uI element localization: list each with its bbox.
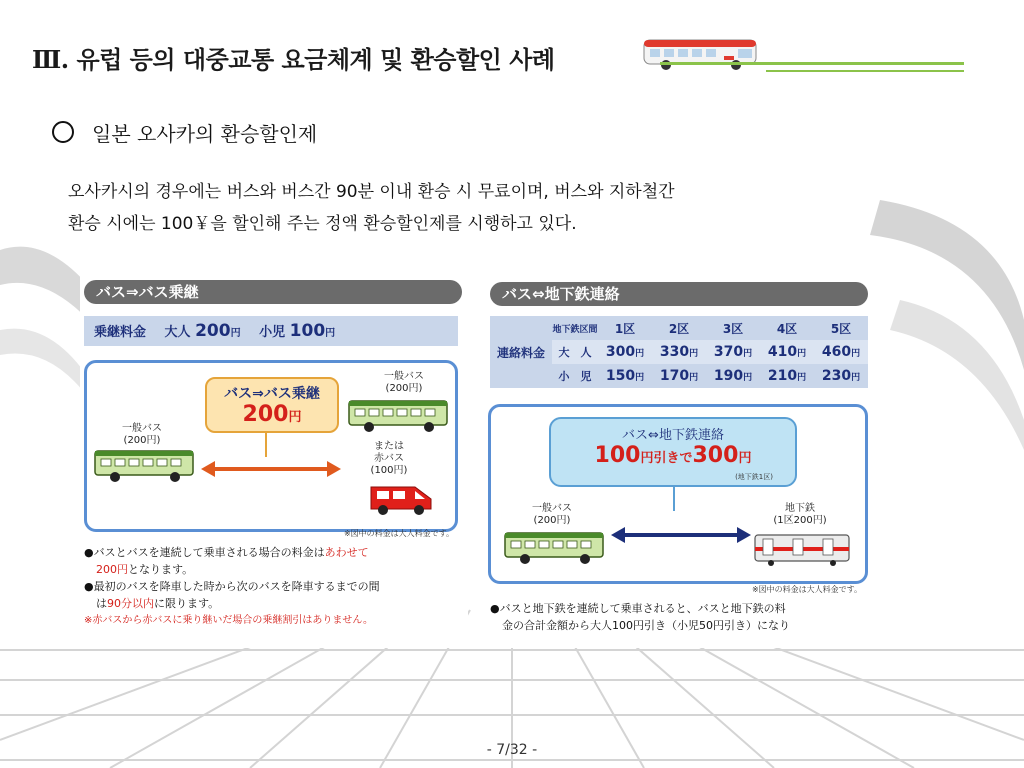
right-callout-unit: 円 [738, 451, 752, 466]
table-cell [760, 364, 814, 388]
left-callout-value: 200 [242, 402, 289, 427]
right-panel-header: バス⇔地下鉄連絡 [490, 282, 868, 306]
zone-2: 2区 [652, 316, 706, 340]
yen-unit: 円 [689, 349, 699, 359]
zone-5: 5区 [814, 316, 868, 340]
left-note2-b1: は [96, 597, 107, 610]
yen-unit: 円 [689, 373, 699, 383]
left-double-arrow-icon [201, 459, 341, 479]
right-diagram-box [488, 404, 868, 584]
right-fine-print: ※図中の料金は大人料金です。 [751, 585, 862, 594]
yen-unit: 円 [851, 373, 861, 383]
left-bus-a-label [107, 423, 177, 447]
table-cell [814, 364, 868, 388]
child-fare-1: 150 [605, 368, 636, 384]
left-bus-a-label-2: (200円) [123, 435, 161, 446]
right-bus-label [517, 503, 587, 527]
right-callout-value-b: 300 [692, 443, 739, 468]
left-panel [80, 270, 468, 648]
yen-unit: 円 [635, 349, 645, 359]
child-row-label: 小 児 [558, 370, 592, 383]
left-fine-print: ※図中の料金は大人料金です。 [343, 529, 454, 538]
left-note1-a: ●バスとバスを連続して乗車される場合の料金は [84, 546, 325, 559]
left-adult-yen: 円 [230, 328, 241, 339]
subway-train-icon [753, 531, 853, 567]
subway-label [761, 503, 839, 527]
red-bus-label [359, 441, 419, 477]
left-child-value: 100 [289, 321, 326, 341]
left-callout [205, 377, 339, 433]
adult-fare-4: 410 [767, 344, 798, 360]
red-bus-label-3: (100円) [370, 465, 408, 476]
child-fare-2: 170 [659, 368, 690, 384]
child-fare-3: 190 [713, 368, 744, 384]
body-line-1: 오사카시의 경우에는 버스와 버스간 90분 이내 환승 시 무료이며, 버스와 지하철간 [68, 182, 675, 202]
left-child-label: 小児 [259, 325, 286, 340]
child-fare-5: 230 [821, 368, 852, 384]
left-notes [84, 544, 380, 629]
subheading-text: 일본 오사카의 환승할인제 [92, 122, 318, 146]
yen-unit: 円 [797, 373, 807, 383]
left-bus-b-icon [347, 399, 451, 433]
zone-header: 地下鉄区間 [552, 316, 598, 340]
title-numeral: Ⅲ. [32, 45, 69, 74]
left-bus-a-icon [93, 449, 197, 483]
table-cell [652, 340, 706, 364]
table-cell [760, 340, 814, 364]
right-callout-value-a: 100 [594, 443, 641, 468]
red-bus-icon [367, 479, 437, 517]
zone-4: 4区 [760, 316, 814, 340]
left-callout-title: バス⇒バス乗継 [224, 386, 320, 402]
header-rule-2 [766, 70, 964, 72]
left-note2-b2: に限ります。 [154, 597, 220, 610]
left-callout-stem [265, 431, 267, 457]
left-note2-red: 90分以内 [107, 597, 154, 610]
adult-fare-1: 300 [605, 344, 636, 360]
left-note3: ※赤バスから赤バスに乗り継いだ場合の乗継割引はありません。 [84, 615, 373, 626]
right-note-2: 金の合計金額から大人100円引き（小児50円引き）になり [502, 619, 790, 632]
yen-unit: 円 [635, 373, 645, 383]
right-double-arrow-icon [611, 525, 751, 545]
adult-fare-2: 330 [659, 344, 690, 360]
table-cell [706, 340, 760, 364]
yen-unit: 円 [743, 373, 753, 383]
right-callout-stem [673, 485, 675, 511]
left-callout-unit: 円 [288, 410, 302, 425]
circle-bullet-icon [52, 121, 74, 143]
left-bus-b-label [369, 371, 439, 395]
header-rule-1 [660, 62, 964, 65]
left-panel-header: バス⇒バス乗継 [84, 280, 462, 304]
header-bus-icon [640, 36, 770, 72]
right-fare-label: 連絡料金 [490, 316, 552, 388]
left-fare-bar [84, 316, 458, 346]
right-callout-title: バス⇔地下鉄連絡 [622, 428, 724, 443]
table-cell [814, 340, 868, 364]
yen-unit: 円 [797, 349, 807, 359]
table-cell [598, 340, 652, 364]
right-callout [549, 417, 797, 487]
table-cell [598, 364, 652, 388]
right-bus-label-1: 一般バス [532, 503, 572, 514]
table-cell [706, 364, 760, 388]
left-note1-b-red: 200円 [96, 563, 128, 576]
page-number: - 7/32 - [486, 742, 538, 758]
right-notes [490, 600, 790, 634]
body-paragraph [68, 176, 675, 240]
right-bus-label-2: (200円) [533, 515, 571, 526]
left-bus-a-label-1: 一般バス [122, 423, 162, 434]
left-adult-value: 200 [195, 321, 231, 341]
right-callout-sub: (地下鉄1区) [735, 473, 773, 481]
subheading [52, 118, 317, 147]
adult-row-label: 大 人 [558, 346, 592, 359]
right-note-1: ●バスと地下鉄を連続して乗車されると、バスと地下鉄の料 [490, 602, 786, 615]
child-fare-4: 210 [767, 368, 798, 384]
adult-fare-3: 370 [713, 344, 744, 360]
zone-3: 3区 [706, 316, 760, 340]
red-bus-label-2: 赤バス [374, 453, 404, 464]
left-bus-b-label-1: 一般バス [384, 371, 424, 382]
left-child-yen: 円 [325, 328, 336, 339]
left-adult-label: 大人 [164, 325, 191, 340]
left-bus-b-label-2: (200円) [385, 383, 423, 394]
table-cell [652, 364, 706, 388]
red-bus-label-1: または [374, 441, 404, 452]
right-panel [480, 270, 874, 648]
right-callout-mid: 円引きで [640, 451, 693, 466]
left-note2-a: ●最初のバスを降車した時から次のバスを降車するまでの間 [84, 580, 380, 593]
yen-unit: 円 [743, 349, 753, 359]
slide-title [32, 40, 555, 75]
right-fare-table [490, 316, 868, 388]
left-note1-red: あわせて [324, 546, 369, 559]
subway-label-2: (1区200円) [773, 515, 827, 526]
yen-unit: 円 [851, 349, 861, 359]
title-text: 유럽 등의 대중교통 요금체계 및 환승할인 사례 [76, 46, 555, 74]
left-fare-label: 乗継料金 [94, 325, 147, 340]
adult-fare-5: 460 [821, 344, 852, 360]
right-bus-icon [503, 531, 607, 565]
zone-1: 1区 [598, 316, 652, 340]
left-note1-b: となります。 [128, 563, 194, 576]
body-line-2: 환승 시에는 100￥을 할인해 주는 정액 환승할인제를 시행하고 있다. [68, 214, 577, 234]
left-diagram-box [84, 360, 458, 532]
subway-label-1: 地下鉄 [785, 503, 815, 514]
